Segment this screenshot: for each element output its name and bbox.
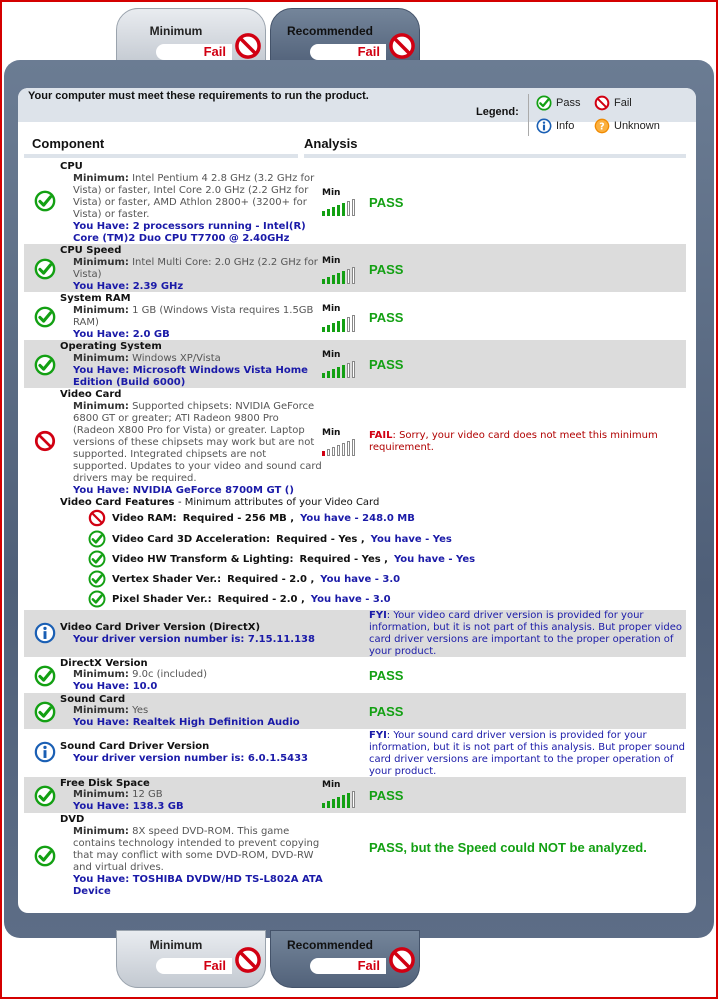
pass-icon	[34, 190, 56, 212]
row-result: PASS	[369, 668, 404, 683]
gauge-bar	[337, 321, 340, 332]
gauge-bar	[342, 795, 345, 808]
feature-required: Required - 2.0 ,	[217, 593, 305, 605]
min-gauge	[322, 256, 362, 284]
gauge-bar	[347, 441, 350, 456]
min-gauge	[322, 780, 362, 808]
tab-status: Fail	[156, 44, 232, 60]
gauge-bar	[322, 373, 325, 378]
feature-pixel-shader	[88, 590, 391, 608]
row-minimum	[73, 173, 323, 221]
row-dvd	[24, 813, 686, 899]
fail-icon	[594, 95, 610, 111]
gauge-bar	[342, 271, 345, 284]
row-result: PASS	[369, 788, 404, 803]
row-fyi	[369, 730, 689, 778]
feature-required: Required - 2.0 ,	[227, 573, 315, 585]
row-sound-card	[24, 693, 686, 729]
gauge-label: Min	[322, 188, 341, 198]
gauge-bar	[327, 449, 330, 456]
gauge-label: Min	[322, 350, 341, 360]
tab-recommended-bottom[interactable]	[270, 930, 420, 988]
gauge-bar	[322, 803, 325, 808]
minimum-text: 1 GB (Windows Vista requires 1.5GB RAM)	[73, 305, 314, 328]
feature-hw-transform	[88, 550, 475, 568]
gauge-bar	[332, 207, 335, 216]
gauge-bar	[327, 325, 330, 332]
video-features-subtitle: - Minimum attributes of your Video Card	[177, 497, 380, 508]
gauge-bar	[332, 369, 335, 378]
row-cpu	[24, 160, 686, 244]
row-result: PASS	[369, 310, 404, 325]
row-you-have: You Have: Microsoft Windows Vista Home Edition (Build 6000)	[73, 365, 308, 388]
row-disk-space	[24, 777, 686, 813]
legend-info-label: Info	[556, 120, 575, 132]
info-icon	[536, 118, 552, 134]
column-underline	[24, 154, 298, 158]
feature-vertex-shader	[88, 570, 400, 588]
pass-icon	[34, 785, 56, 807]
gauge-bar	[352, 791, 355, 808]
fail-icon	[388, 32, 416, 60]
pass-icon	[88, 550, 106, 568]
legend	[476, 94, 686, 138]
row-result-fail	[369, 430, 669, 454]
row-you-have: You Have: 2 processors running - Intel(R) Core (TM)2 Duo CPU T7700 @ 2.40GHz	[73, 221, 306, 244]
legend-title: Legend:	[476, 106, 519, 118]
fail-icon	[88, 509, 106, 527]
row-you-have: You Have: 2.0 GB	[73, 329, 170, 340]
minimum-label: Minimum:	[73, 173, 129, 184]
pass-icon	[34, 845, 56, 867]
feature-name: Vertex Shader Ver.:	[112, 573, 222, 585]
gauge-bar	[322, 327, 325, 332]
gauge-bar	[322, 451, 325, 456]
minimum-label: Minimum:	[73, 353, 129, 364]
fail-label: FAIL	[369, 430, 393, 441]
gauge-bar	[322, 211, 325, 216]
tab-title: Recommended	[286, 938, 374, 952]
gauge-bar	[352, 267, 355, 284]
row-video-driver	[24, 610, 686, 657]
gauge-bar	[332, 275, 335, 284]
row-result: PASS	[369, 704, 404, 719]
row-operating-system	[24, 340, 686, 388]
minimum-label: Minimum:	[73, 669, 129, 680]
feature-name: Video HW Transform & Lighting:	[112, 553, 294, 565]
fail-icon	[234, 32, 262, 60]
gauge-label: Min	[322, 256, 341, 266]
fyi-label: FYI	[369, 610, 387, 621]
gauge-bar	[332, 447, 335, 456]
gauge-bar	[332, 323, 335, 332]
legend-unknown-label: Unknown	[614, 120, 660, 132]
feature-have: You have - 3.0	[320, 573, 401, 585]
gauge-bar	[327, 209, 330, 216]
fyi-text: : Your sound card driver version is provided for your information, but it is not part of this analysis. But proper sound card driver versions are important to the proper operation of your product.	[369, 730, 686, 777]
row-minimum	[73, 353, 323, 365]
legend-pass-label: Pass	[556, 97, 581, 109]
minimum-text: 8X speed DVD-ROM. This game contains technology intended to prevent copying that may conflict with some DVD-ROM, DVD-RW and virtual drives.	[73, 826, 320, 873]
minimum-text: Windows XP/Vista	[132, 353, 221, 364]
pass-icon	[88, 530, 106, 548]
gauge-bar	[352, 315, 355, 332]
gauge-bar	[347, 269, 350, 284]
row-title: Video Card Driver Version (DirectX)	[60, 622, 261, 633]
info-icon	[34, 622, 56, 644]
row-minimum	[73, 789, 323, 801]
pass-icon	[34, 306, 56, 328]
row-you-have: You Have: 2.39 GHz	[73, 281, 184, 292]
fyi-label: FYI	[369, 730, 387, 741]
row-minimum	[73, 305, 323, 329]
gauge-bar	[337, 367, 340, 378]
feature-have: You have - Yes	[393, 553, 476, 565]
requirements-text: Your computer must meet these requirements to run the product.	[28, 90, 369, 102]
gauge-label: Min	[322, 304, 341, 314]
row-you-have: You Have: NVIDIA GeForce 8700M GT ()	[73, 485, 294, 496]
minimum-text: Intel Multi Core: 2.0 GHz (2.2 GHz for Vista)	[73, 257, 318, 280]
row-title: Video Card	[60, 389, 122, 400]
gauge-bar	[347, 793, 350, 808]
minimum-text: 9.0c (included)	[132, 669, 208, 680]
tab-recommended-top[interactable]	[270, 8, 420, 66]
min-gauge	[322, 428, 362, 456]
gauge-bar	[337, 205, 340, 216]
tab-status: Fail	[310, 44, 386, 60]
row-title: DVD	[60, 814, 85, 825]
feature-required: Required - Yes ,	[276, 533, 365, 545]
minimum-text: 12 GB	[132, 789, 163, 800]
row-minimum	[73, 826, 323, 874]
tab-title: Minimum	[149, 24, 203, 38]
gauge-bar	[342, 443, 345, 456]
gauge-bar	[327, 801, 330, 808]
feature-have: You have - 3.0	[310, 593, 391, 605]
gauge-bar	[342, 319, 345, 332]
legend-fail-label: Fail	[614, 97, 632, 109]
tab-minimum-bottom[interactable]	[116, 930, 266, 988]
legend-divider	[528, 94, 529, 136]
minimum-text: Yes	[132, 705, 149, 716]
row-you-have: You Have: TOSHIBA DVDW/HD TS-L802A ATA Device	[73, 874, 323, 897]
pass-icon	[88, 590, 106, 608]
pass-icon	[34, 701, 56, 723]
row-title: DirectX Version	[60, 658, 148, 669]
legend-fail	[594, 95, 632, 111]
video-features-heading: Video Card Features	[60, 497, 175, 508]
pass-icon	[34, 258, 56, 280]
gauge-bar	[347, 363, 350, 378]
minimum-label: Minimum:	[73, 401, 129, 412]
row-driver-version: Your driver version number is: 6.0.1.5433	[73, 753, 309, 764]
info-icon	[34, 741, 56, 763]
row-result: PASS	[369, 262, 404, 277]
row-minimum	[73, 257, 323, 281]
row-directx	[24, 657, 686, 693]
row-minimum	[73, 401, 323, 485]
tab-status: Fail	[156, 958, 232, 974]
minimum-text: Supported chipsets: NVIDIA GeForce 6800 GT or greater; ATI Radeon 9800 Pro (Radeon X800 Pro for Vista) or greater. Laptop versions of these chipsets may work but are not supported. Integrated chipsets are not supported. Updates to your video and sound card drivers may be required.	[73, 401, 322, 484]
gauge-label: Min	[322, 428, 341, 438]
row-result: PASS, but the Speed could NOT be analyzed.	[369, 840, 647, 855]
gauge-bar	[352, 361, 355, 378]
gauge-label: Min	[322, 780, 341, 790]
gauge-bar	[342, 365, 345, 378]
row-you-have: You Have: Realtek High Definition Audio	[73, 717, 300, 728]
minimum-label: Minimum:	[73, 705, 129, 716]
row-title: Free Disk Space	[60, 778, 150, 789]
feature-name: Pixel Shader Ver.:	[112, 593, 212, 605]
gauge-bar	[327, 277, 330, 284]
row-result: PASS	[369, 195, 404, 210]
feature-have: You have - 248.0 MB	[300, 512, 415, 524]
row-title: Sound Card	[60, 694, 126, 705]
video-features-title	[60, 497, 379, 508]
min-gauge	[322, 304, 362, 332]
min-gauge	[322, 350, 362, 378]
gauge-bar	[347, 201, 350, 216]
gauge-bar	[352, 199, 355, 216]
minimum-label: Minimum:	[73, 257, 129, 268]
gauge-bar	[327, 371, 330, 378]
row-driver-version: Your driver version number is: 7.15.11.138	[73, 634, 315, 645]
gauge-bar	[347, 317, 350, 332]
fyi-text: : Your video card driver version is provided for your information, but it is not part of this analysis. But proper video card driver versions are important to the proper operation of your product.	[369, 610, 682, 657]
row-fyi	[369, 610, 689, 658]
row-title: Sound Card Driver Version	[60, 741, 210, 752]
legend-unknown	[594, 118, 660, 134]
gauge-bar	[352, 439, 355, 456]
column-underline	[304, 154, 686, 158]
unknown-icon	[594, 118, 610, 134]
column-header-component: Component	[32, 136, 105, 151]
tab-status: Fail	[310, 958, 386, 974]
minimum-text: Intel Pentium 4 2.8 GHz (3.2 GHz for Vista) or faster, Intel Core 2.0 GHz (2.2 GHz for Vista) or faster, AMD Athlon 2800+ (3200+ for Vista) or faster.	[73, 173, 315, 220]
pass-icon	[88, 570, 106, 588]
row-you-have: You Have: 10.0	[73, 681, 158, 692]
pass-icon	[34, 665, 56, 687]
gauge-bar	[337, 797, 340, 808]
feature-required: Required - 256 MB ,	[182, 512, 295, 524]
row-you-have: You Have: 138.3 GB	[73, 801, 184, 812]
gauge-bar	[332, 799, 335, 808]
row-minimum	[73, 669, 323, 681]
legend-pass	[536, 95, 580, 111]
min-gauge	[322, 188, 362, 216]
row-cpu-speed	[24, 244, 686, 292]
row-title: CPU	[60, 161, 83, 172]
fail-icon	[234, 946, 262, 974]
gauge-bar	[337, 273, 340, 284]
gauge-bar	[342, 203, 345, 216]
pass-icon	[34, 354, 56, 376]
feature-required: Required - Yes ,	[299, 553, 388, 565]
tab-minimum-top[interactable]	[116, 8, 266, 66]
fail-icon	[388, 946, 416, 974]
row-sound-driver	[24, 729, 686, 777]
pass-icon	[536, 95, 552, 111]
row-minimum	[73, 705, 323, 717]
row-title: System RAM	[60, 293, 131, 304]
feature-video-ram	[88, 509, 415, 527]
feature-name: Video RAM:	[112, 512, 177, 524]
feature-name: Video Card 3D Acceleration:	[112, 533, 271, 545]
tab-title: Recommended	[286, 24, 374, 38]
minimum-label: Minimum:	[73, 826, 129, 837]
row-title: Operating System	[60, 341, 162, 352]
fail-icon	[34, 430, 56, 452]
row-title: CPU Speed	[60, 245, 122, 256]
minimum-label: Minimum:	[73, 789, 129, 800]
row-system-ram	[24, 292, 686, 340]
gauge-bar	[337, 445, 340, 456]
feature-have: You have - Yes	[370, 533, 452, 545]
tab-title: Minimum	[149, 938, 203, 952]
gauge-bar	[322, 279, 325, 284]
feature-3d-acceleration	[88, 530, 452, 548]
column-header-analysis: Analysis	[304, 136, 358, 151]
fail-text: : Sorry, your video card does not meet this minimum requirement.	[369, 430, 658, 453]
minimum-label: Minimum:	[73, 305, 129, 316]
legend-info	[536, 118, 574, 134]
row-result: PASS	[369, 357, 404, 372]
